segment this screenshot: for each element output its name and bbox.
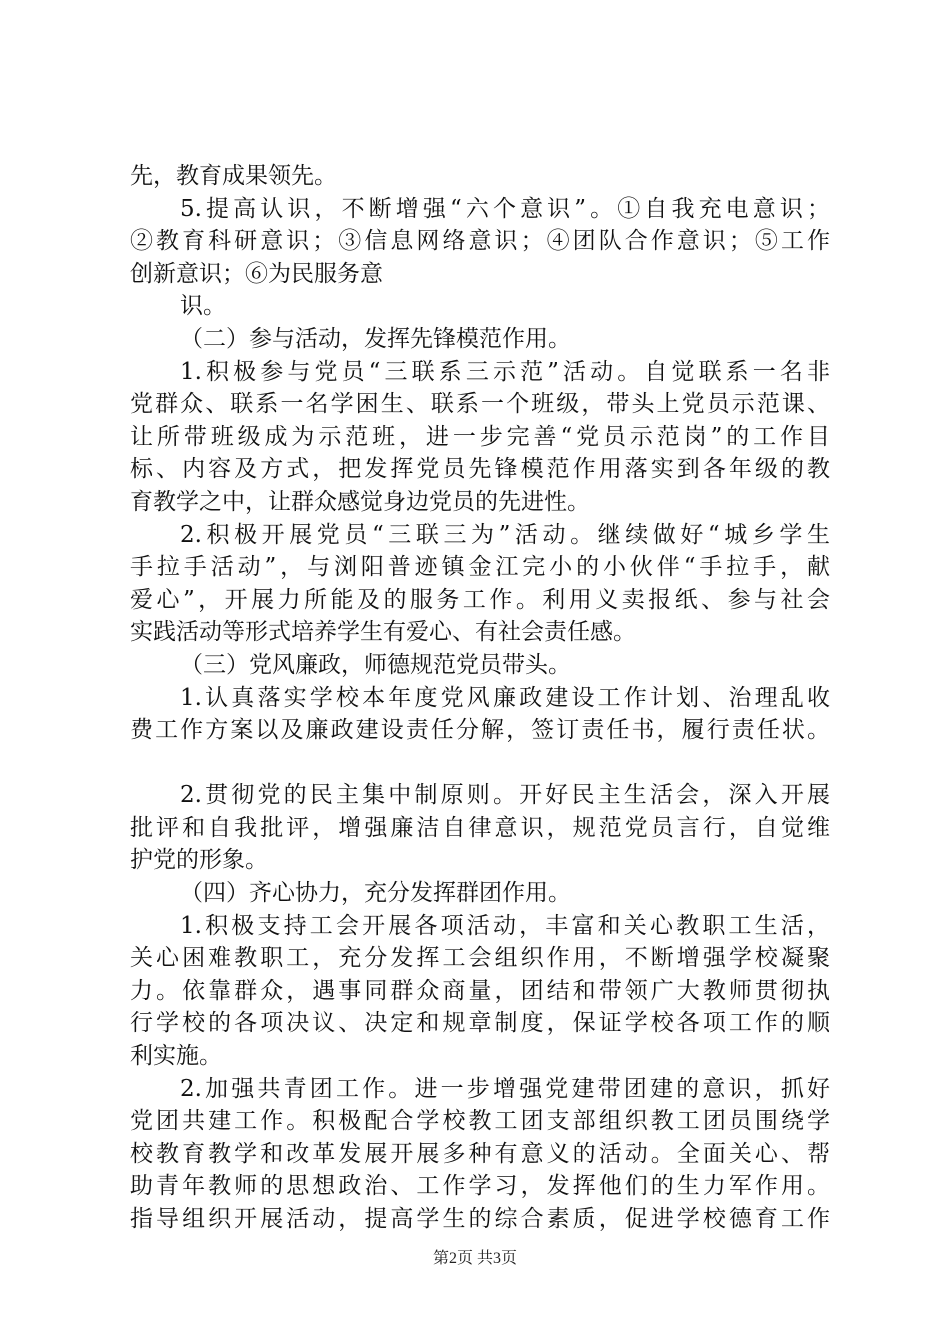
paragraph-line: 力。依靠群众，遇事同群众商量，团结和带领广大教师贯彻执 [130,977,830,1004]
paragraph-line: 利实施。 [130,1043,222,1070]
paragraph-line: 让所带班级成为示范班，进一步完善“党员示范岗”的工作目 [130,423,830,450]
paragraph-line: 批评和自我批评，增强廉洁自律意识，规范党员言行，自觉维 [130,814,830,841]
paragraph-line: 手拉手活动”，与浏阳普迹镇金江完小的小伙伴“手拉手，献 [130,554,830,581]
section-heading: （二）参与活动，发挥先锋模范作用。 [180,325,571,352]
paragraph-line: 实践活动等形式培养学生有爱心、有社会责任感。 [130,619,636,646]
paragraph-line: 党群众、联系一名学困生、联系一个班级，带头上党员示范课、 [130,391,830,418]
paragraph-line: 5.提高认识，不断增强“六个意识”。①自我充电意识； [180,195,830,222]
paragraph-line: 标、内容及方式，把发挥党员先锋模范作用落实到各年级的教 [130,456,830,483]
document-body [130,160,830,1236]
paragraph-line: 助青年教师的思想政治、工作学习，发挥他们的生力军作用。 [130,1173,830,1200]
paragraph-line: 党团共建工作。积极配合学校教工团支部组织教工团员围绕学 [130,1108,830,1135]
blank-line [130,747,830,780]
paragraph-line: 1.认真落实学校本年度党风廉政建设工作计划、治理乱收 [180,684,830,711]
paragraph-line: 关心困难教职工，充分发挥工会组织作用，不断增强学校凝聚 [130,945,830,972]
paragraph-line: 1.积极支持工会开展各项活动，丰富和关心教职工生活， [180,912,830,939]
paragraph-line: 创新意识；⑥为民服务意 [130,260,383,287]
paragraph-line: 2.积极开展党员“三联三为”活动。继续做好“城乡学生 [180,521,830,548]
paragraph-line: 指导组织开展活动，提高学生的综合素质，促进学校德育工作 [130,1206,830,1232]
section-heading: （四）齐心协力，充分发挥群团作用。 [180,880,571,907]
paragraph-line: ②教育科研意识；③信息网络意识；④团队合作意识；⑤工作 [130,228,830,255]
paragraph-line: 护党的形象。 [130,847,268,874]
paragraph-line: 费工作方案以及廉政建设责任分解，签订责任书，履行责任状。 [130,717,830,744]
paragraph-line: 行学校的各项决议、决定和规章制度，保证学校各项工作的顺 [130,1010,830,1037]
paragraph-line: 识。 [180,293,226,320]
paragraph-line: 校教育教学和改革发展开展多种有意义的活动。全面关心、帮 [130,1140,830,1167]
paragraph-line: 2.加强共青团工作。进一步增强党建带团建的意识，抓好 [180,1075,830,1102]
paragraph-line: 2.贯彻党的民主集中制原则。开好民主生活会，深入开展 [180,782,830,809]
page-number-footer: 第2页 共3页 [432,1250,517,1267]
paragraph-line: 爱心”，开展力所能及的服务工作。利用义卖报纸、参与社会 [130,586,830,613]
section-heading: （三）党风廉政，师德规范党员带头。 [180,651,571,678]
paragraph-line: 1.积极参与党员“三联系三示范”活动。自觉联系一名非 [180,358,830,385]
paragraph-line: 先，教育成果领先。 [130,163,337,189]
paragraph-line: 育教学之中，让群众感觉身边党员的先进性。 [130,488,590,515]
